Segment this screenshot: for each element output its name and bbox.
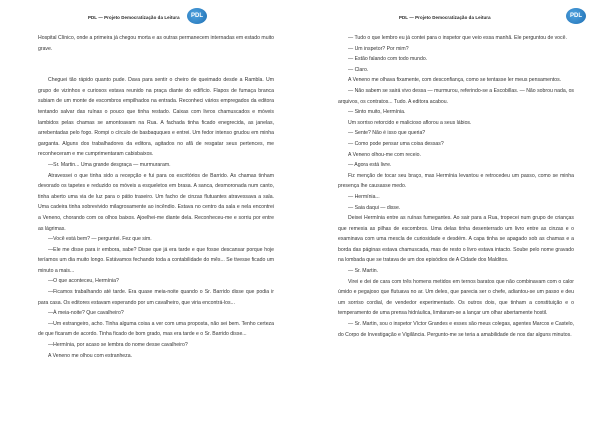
paragraph: —À meia-noite? Que cavalheiro? [48, 310, 124, 317]
paragraph: —Ele me disse para ir embora, sabe? Disse que já era tarde e que fosse descansar porque hoje teríamos um dia muito longo. Estávamos fechando toda a contabilidade do mês... Se tivesse ficado um minuto a mais... [38, 246, 274, 274]
paragraph: — Claro. [348, 66, 369, 73]
paragraph: — Um inspetor? Por mim? [348, 45, 409, 52]
paragraph: — Como pode pensar uma coisa dessas? [348, 140, 444, 147]
paragraph: —O que aconteceu, Hermínia? [48, 278, 119, 285]
page-header: PDL — Projeto Democratização da Leitura [399, 15, 491, 20]
paragraph: — Estão falando com todo mundo. [348, 56, 428, 63]
pdl-logo-icon: PDL [187, 8, 207, 24]
paragraph: Atravessei o que tinha sido a recepção e fui para os escritórios de Barrido. As chamas tinham devorado os tapetes e reduzido os móveis a esqueletos em brasa. A sanca, desmoronada num canto, tinha aberto uma via de luz para o pátio traseiro. Um facho de cinzas flutuantes atravessava a sala. Uma cadeira tinha sobrevivido milagrosamente ao incêndio. Estava no centro da sala e nela encontrei a Veneno, chorando com os olhos baixos. Ajoelhei-me diante dela. Reconheceu-me e sorriu por entre as lágrimas. [38, 172, 274, 232]
paragraph: Fiz menção de tocar seu braço, mas Hermínia levantou e retrocedeu um passo, como se minha presença lhe causasse medo. [338, 172, 574, 190]
paragraph: —Hermínia, por acaso se lembra do nome desse cavalheiro? [48, 342, 188, 349]
left-page-body [38, 33, 274, 361]
paragraph-gap [38, 54, 274, 75]
paragraph: — Tudo o que lembro eu já contei para o inspetor que veio essa manhã. Ele perguntou de você. [348, 35, 567, 41]
paragraph: Hospital Clínico, onde a primeira já chegou morta e as outras permanecem internadas em estado muito grave. [38, 35, 274, 52]
paragraph: A Veneno me olhava fixamente, com desconfiança, como se tentasse ler meus pensamentos. [348, 77, 562, 84]
right-page-body [338, 33, 574, 340]
paragraph: — Sr. Martin. [348, 268, 378, 275]
paragraph: —Você está bem? — perguntei. Fez que sim. [48, 236, 152, 243]
paragraph: —Um estrangeiro, acho. Tinha alguma coisa a ver com uma proposta, não sei bem. Tenho certeza de que ficaram de acordo. Tinha ficado de bom grado, mas era tarde e o Sr. Barrido disse... [38, 320, 274, 338]
paragraph: — Sr. Martin, sou o inspetor Víctor Grandes e esses são meus colegas, agentes Marcos e Castelo, do Corpo de Investigação e Vigilância. Pergunto-me se teria a amabilidade de nos dar alguns minutos. [338, 321, 574, 338]
paragraph: Deixei Hermínia entre as ruínas fumegantes. Ao sair para a Rua, tropecei num grupo de crianças que remexia as pilhas de escombros. Uma delas tinha desenterrado um livro entre as cinzas e o examinava com uma mescla de curiosidade e desdém. A capa tinha se apagado sob as chamas e a borda das páginas estava chamuscada, mas de resto o livro estava intacto. Soube pelo nome gravado na lombada que se tratava de um dos episódios de A Cidade dos Malditos. [338, 215, 574, 264]
paragraph: — Sinto muito, Hermínia. [348, 109, 406, 116]
paragraph: — Agora está livre. [348, 162, 392, 169]
paragraph: Virei e dei de cara com três homens metidos em ternos baratos que não combinavam com o calor úmido e pegajoso que flutuava no ar. Um deles, que parecia ser o chefe, adiantou-se um passo e deu um sorriso cordial, de vendedor experimentado. Os outros dois, que tinham a constituição e o temperamento de uma prensa hidráulica, limitaram-se a lançar um olhar abertamente hostil. [338, 278, 574, 317]
paragraph: —Sr. Martin... Uma grande desgraça — murmuraram. [48, 161, 171, 168]
paragraph: A Veneno olhou-me com receio. [348, 151, 421, 158]
paragraph: — Sente? Não é isso que queria? [348, 130, 426, 137]
paragraph: —Ficamos trabalhando até tarde. Era quase meia-noite quando o Sr. Barrido disse que podia ir para casa. Os editores estavam esperando por um cavalheiro, que viria encontrá-los... [38, 289, 274, 306]
page-header: PDL — Projeto Democratização da Leitura [88, 15, 180, 20]
paragraph: A Veneno me olhou com estranheza. [48, 352, 133, 359]
paragraph: — Hermínia... [348, 193, 380, 200]
right-page [300, 0, 600, 424]
paragraph: Cheguei tão rápido quanto pude. Dava para sentir o cheiro de queimado desde a Rambla. Um grupo de vizinhos e curiosos estava reunido na praça diante do edifício. Flapos de fumaça branca subiam de um monte de escombros empilhados na entrada. Reconheci vários empregados da editora tentando salvar das ruínas o pouco que tinha restado. Caixas com livros chamuscados e móveis lambidos pelas chamas se amontoavam na Rua. A fachada tinha ficado enegrecida, as janelas, arrebentadas pelo fogo. Rompi o círculo de basbaquques e entrei. Um fedor intenso grudou em minha garganta. Alguns dos trabalhadores da editora, agitados no afã de resgatar seus pertences, me reconheceram e me cumprimentaram cabisbaixos. [38, 77, 274, 158]
pdl-logo-icon: PDL [566, 8, 586, 24]
paragraph: — Não sabem se sairá vivo dessa — murmurou, referindo-se a Escobillas. — Não sobrou nada, os arquivos, os contratos... Tudo. A editora acabou. [338, 87, 574, 105]
paragraph: Um sorriso retorcido e malicioso aflorou a seus lábios. [348, 119, 472, 126]
paragraph: — Saia daqui — disse. [348, 204, 401, 211]
